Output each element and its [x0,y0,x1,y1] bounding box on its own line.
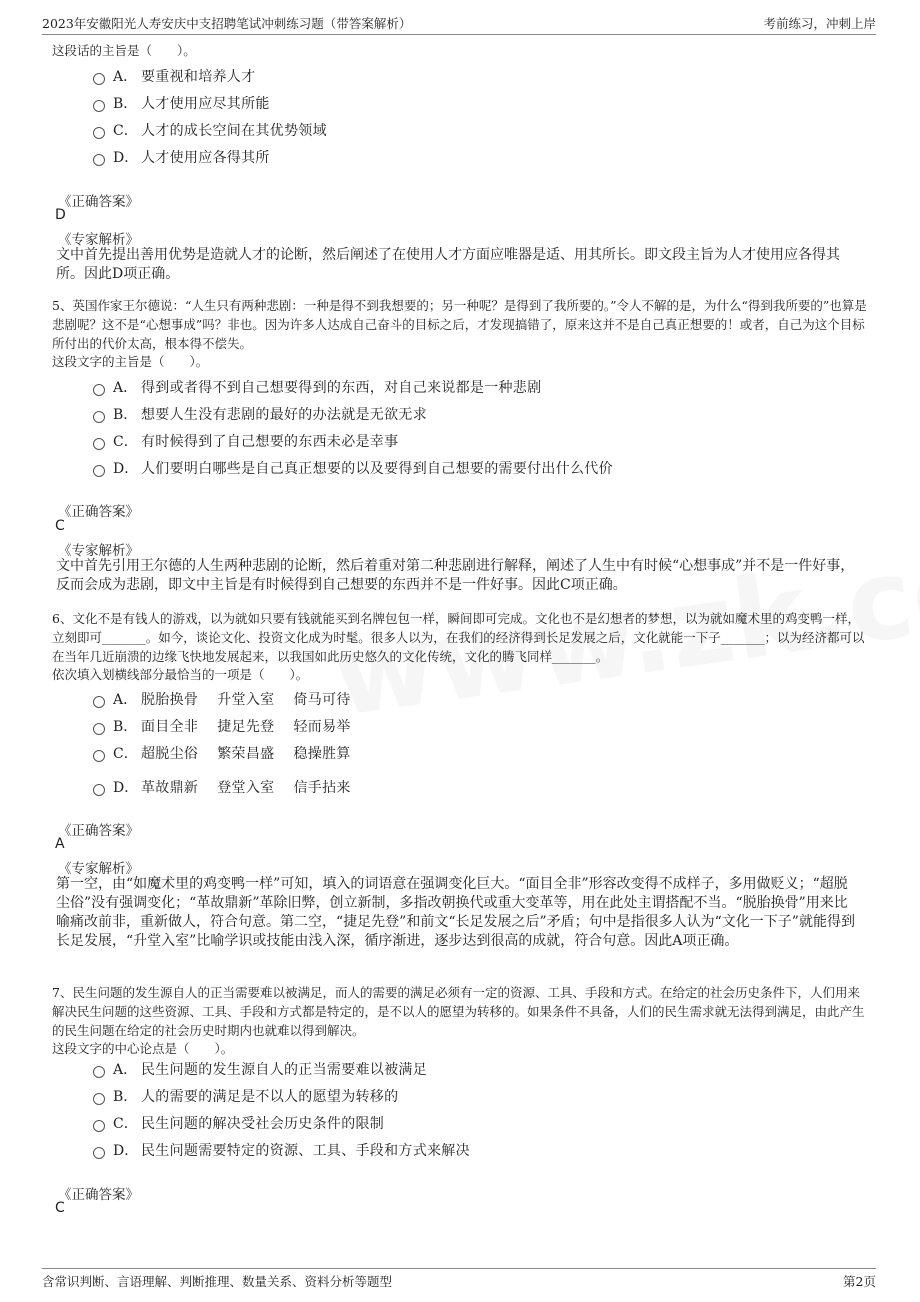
answer-label: 《正确答案》 [58,194,139,210]
q4-option-b[interactable] [93,92,270,114]
q7-option-c[interactable] [93,1112,384,1134]
radio-button[interactable] [93,154,105,166]
page-number: 第2页 [843,1274,876,1289]
q5-stem-block [52,296,868,371]
radio-button[interactable] [93,438,105,450]
option-text: 人才使用应尽其所能 [141,96,270,112]
option-text: 得到或者得不到自己想要得到的东西，对自己来说都是一种悲剧 [141,380,542,396]
option-text: 人们要明白哪些是自己真正想要的以及要得到自己想要的需要付出什么代价 [141,461,613,477]
q6-option-c[interactable] [93,742,351,764]
option-text: 脱胎换骨 升堂入室 倚马可待 [141,692,351,708]
q6-option-d[interactable] [93,776,351,798]
option-text: 有时候得到了自己想要的东西未必是幸事 [141,434,399,450]
answer-value: A [55,836,65,852]
option-letter: C． [113,1116,138,1132]
explanation-text: 文中首先引用王尔德的人生两种悲剧的论断，然后着重对第二种悲剧进行解释，阐述了人生中有时候“心想事成”并不是一件好事，反而会成为悲剧，即文中主旨是有时候得到自己想要的东西并不是一件好事。因此C项正确。 [56,558,855,593]
option-letter: A． [113,380,138,396]
q4-option-d[interactable] [93,146,270,168]
radio-button[interactable] [93,784,105,796]
answer-label: 《正确答案》 [58,823,139,839]
q6-option-a[interactable] [93,688,351,710]
page-header [42,12,876,35]
question-stem: 7、民生问题的发生源自人的正当需要难以被满足，而人的需要的满足必须有一定的资源、工具、手段和方式。在给定的社会历史条件下，人们用来解决民生问题的这些资源、工具、手段和方式都是特定的，是不以人的愿望为转移的。如果条件不具备，人们的民生需求就无法得到满足，由此产生的民生问题在给定的社会历史时期内也就难以得到解决。 [52,985,865,1038]
radio-button[interactable] [93,1093,105,1105]
answer-label: 《正确答案》 [58,504,139,520]
question-prompt: 依次填入划横线部分最恰当的一项是（ ）。 [52,667,309,682]
option-text: 民生问题的发生源自人的正当需要难以被满足 [141,1062,427,1078]
q4-option-a[interactable] [93,65,255,87]
radio-button[interactable] [93,100,105,112]
option-text: 超脱尘俗 繁荣昌盛 稳操胜算 [141,746,351,762]
document-title: 2023年安徽阳光人寿安庆中支招聘笔试冲刺练习题（带答案解析） [42,16,412,31]
option-letter: D． [113,461,139,477]
option-letter: A． [113,692,138,708]
option-text: 要重视和培养人才 [141,69,256,85]
option-text: 人才使用应各得其所 [141,150,270,166]
radio-button[interactable] [93,1120,105,1132]
option-text: 面目全非 捷足先登 轻而易举 [141,719,351,735]
answer-value: C [55,1200,65,1216]
q7-stem-block [52,983,868,1058]
question-stem: 6、文化不是有钱人的游戏，以为就如只要有钱就能买到名牌包包一样，瞬间即可完成。文化也不是幻想者的梦想，以为就如魔术里的鸡变鸭一样，立刻即可_______。如今，谈论文化、投资文化成为时髦。很多人以为，在我们的经济得到长足发展之后，文化就能一下子_______；以为经济都可以在当年几近崩溃的边缘飞快地发展起来，以我国如此历史悠久的文化传统，文化的腾飞同样_______。 [52,611,865,664]
option-letter: A． [113,1062,138,1078]
option-text: 民生问题需要特定的资源、工具、手段和方式来解决 [141,1143,470,1159]
option-letter: C． [113,434,138,450]
radio-button[interactable] [93,465,105,477]
option-text: 想要人生没有悲剧的最好的办法就是无欲无求 [141,407,427,423]
q6-stem-block [52,609,868,684]
q5-option-b[interactable] [93,403,427,425]
answer-label: 《正确答案》 [58,1187,139,1203]
question-stem: 5、英国作家王尔德说：“人生只有两种悲剧：一种是得不到我想要的；另一种呢？是得到了我所要的。”令人不解的是，为什么“得到我所要的”也算是悲剧呢？这不是“心想事成”吗？非也。因为许多人达成自己奋斗的目标之后，才发现搞错了，原来这并不是自己真正想要的！或者，自己为这个目标所付出的代价太高，根本得不偿失。 [52,298,867,351]
option-text: 民生问题的解决受社会历史条件的限制 [141,1116,385,1132]
q7-option-b[interactable] [93,1085,398,1107]
q5-option-c[interactable] [93,430,398,452]
explanation-text: 文中首先提出善用优势是造就人才的论断，然后阐述了在使用人才方面应唯器是适、用其所长。即文段主旨为人才使用应各得其所。因此D项正确。 [56,247,840,282]
answer-value: C [55,518,65,534]
q7-option-d[interactable] [93,1139,470,1161]
radio-button[interactable] [93,723,105,735]
option-text: 人的需要的满足是不以人的愿望为转移的 [141,1089,399,1105]
radio-button[interactable] [93,696,105,708]
radio-button[interactable] [93,73,105,85]
q5-option-a[interactable] [93,376,541,398]
explanation-label: 《专家解析》 [58,543,139,559]
q4-option-c[interactable] [93,119,327,141]
option-letter: B． [113,719,138,735]
radio-button[interactable] [93,384,105,396]
option-letter: B． [113,96,138,112]
option-text: 革故鼎新 登堂入室 信手拈来 [141,780,351,796]
option-letter: C． [113,123,138,139]
question-prompt: 这段文字的中心论点是（ ）。 [52,1041,234,1056]
explanation-label: 《专家解析》 [58,861,139,877]
radio-button[interactable] [93,750,105,762]
question-prompt: 这段文字的主旨是（ ）。 [52,354,209,369]
q5-option-d[interactable] [93,457,613,479]
header-slogan: 考前练习，冲刺上岸 [763,16,876,31]
q6-option-b[interactable] [93,715,351,737]
option-letter: B． [113,407,138,423]
option-letter: D． [113,780,139,796]
radio-button[interactable] [93,127,105,139]
option-letter: C． [113,746,138,762]
option-letter: A． [113,69,138,85]
option-text: 人才的成长空间在其优势领域 [141,123,327,139]
question-prompt: 这段话的主旨是（ ）。 [52,43,196,58]
explanation-label: 《专家解析》 [58,232,139,248]
radio-button[interactable] [93,1066,105,1078]
option-letter: D． [113,150,139,166]
explanation-text: 第一空，由“如魔术里的鸡变鸭一样”可知，填入的词语意在强调变化巨大。“面目全非”形容改变得不成样子，多用做贬义；“超脱尘俗”没有强调变化；“革故鼎新”革除旧弊，创立新制，多指改朝换代或重大变革等，用在此处主谓搭配不当。“脱胎换骨”用来比喻痛改前非，重新做人，符合句意。第二空，“捷足先登”和前文“长足发展之后”矛盾；句中是指很多人认为“文化一下子”就能得到长足发展，“升堂入室”比喻学识或技能由浅入深，循序渐进，逐步达到很高的成就，符合句意。因此A项正确。 [56,876,855,949]
radio-button[interactable] [93,1147,105,1159]
q4-prompt-block [52,42,868,60]
option-letter: D． [113,1143,139,1159]
radio-button[interactable] [93,411,105,423]
page-footer [42,1268,876,1289]
q7-option-a[interactable] [93,1058,427,1080]
option-letter: B． [113,1089,138,1105]
footer-categories: 含常识判断、言语理解、判断推理、数量关系、资料分析等题型 [42,1274,393,1289]
answer-value: D [55,207,66,223]
